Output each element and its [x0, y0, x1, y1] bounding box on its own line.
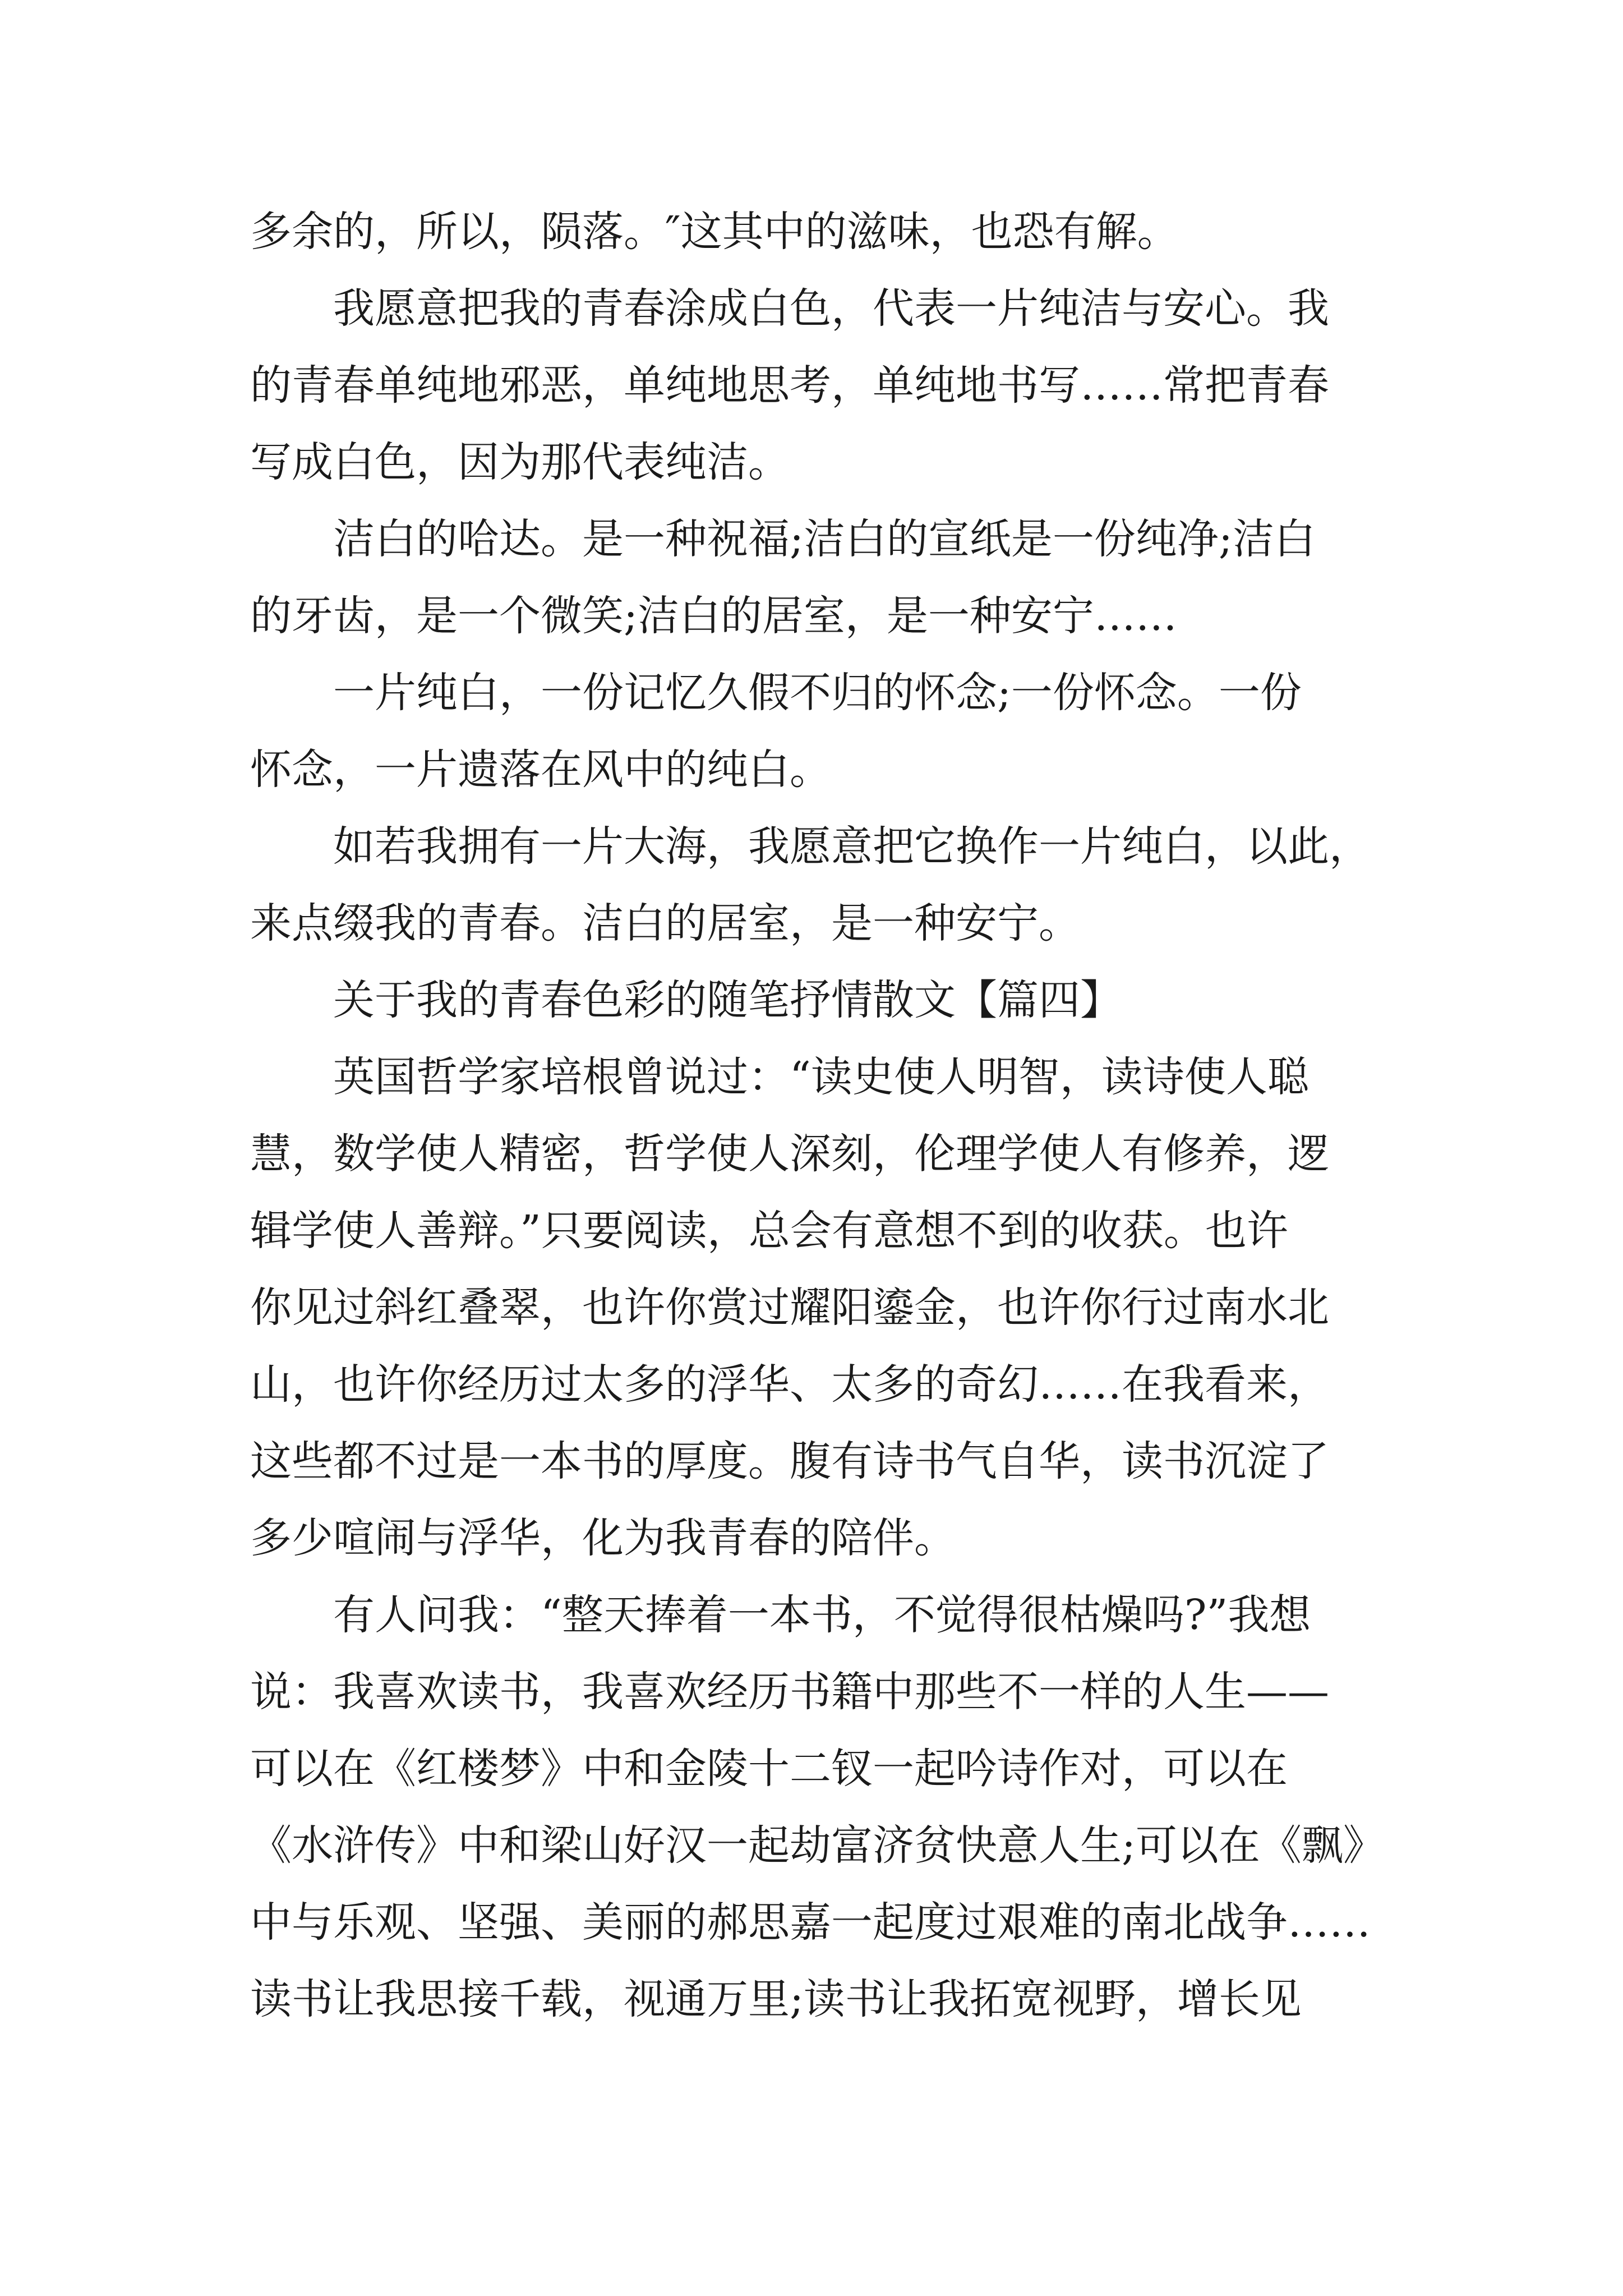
text-line: 中与乐观、坚强、美丽的郝思嘉一起度过艰难的南北战争…… — [250, 1898, 1371, 1947]
paragraph — [250, 1039, 1389, 1577]
text-line: 辑学使人善辩。”只要阅读，总会有意想不到的收获。也许 — [250, 1207, 1288, 1255]
text-line: 洁白的哈达。是一种祝福;洁白的宣纸是一份纯净;洁白 — [333, 515, 1316, 563]
text-line: 怀念，一片遗落在风中的纯白。 — [250, 746, 831, 794]
text-line: 这些都不过是一本书的厚度。腹有诗书气自华，读书沉淀了 — [250, 1437, 1329, 1485]
text-line: 说：我喜欢读书，我喜欢经历书籍中那些不一样的人生—— — [250, 1668, 1329, 1716]
text-line: 读书让我思接千载，视通万里;读书让我拓宽视野，增长见 — [250, 1975, 1302, 2023]
paragraph — [250, 655, 1389, 808]
text-line: 的牙齿，是一个微笑;洁白的居室，是一种安宁…… — [250, 592, 1177, 640]
text-line: 慧，数学使人精密，哲学使人深刻，伦理学使人有修养，逻 — [250, 1130, 1329, 1178]
text-line: 英国哲学家培根曾说过：“读史使人明智，读诗使人聪 — [333, 1053, 1309, 1101]
paragraph — [250, 501, 1389, 655]
paragraph — [250, 194, 1389, 270]
text-line: 来点缀我的青春。洁白的居室，是一种安宁。 — [250, 899, 1080, 947]
paragraph — [250, 962, 1389, 1039]
paragraph — [250, 1577, 1389, 2038]
text-line: 关于我的青春色彩的随笔抒情散文【篇四】 — [333, 976, 1122, 1024]
text-line: 多少喧闹与浮华，化为我青春的陪伴。 — [250, 1514, 956, 1562]
text-line: 我愿意把我的青春涂成白色，代表一片纯洁与安心。我 — [333, 284, 1329, 333]
document-body — [250, 194, 1389, 2038]
text-line: 《水浒传》中和梁山好汉一起劫富济贫快意人生;可以在《飘》 — [250, 1821, 1385, 1870]
text-line: 有人问我：“整天捧着一本书，不觉得很枯燥吗?”我想 — [333, 1591, 1311, 1639]
text-line: 的青春单纯地邪恶，单纯地思考，单纯地书写……常把青春 — [250, 361, 1329, 409]
text-line: 你见过斜红叠翠，也许你赏过耀阳鎏金，也许你行过南水北 — [250, 1283, 1329, 1332]
text-line: 多余的，所以，陨落。″这其中的滋味，也恐有解。 — [250, 208, 1179, 256]
text-line: 可以在《红楼梦》中和金陵十二钗一起吟诗作对，可以在 — [250, 1745, 1288, 1793]
text-line: 如若我拥有一片大海，我愿意把它换作一片纯白，以此， — [333, 822, 1371, 871]
text-line: 山，也许你经历过太多的浮华、太多的奇幻……在我看来， — [250, 1360, 1329, 1409]
paragraph — [250, 270, 1389, 501]
text-line: 写成白色，因为那代表纯洁。 — [250, 438, 790, 486]
paragraph — [250, 808, 1389, 962]
text-line: 一片纯白，一份记忆久假不归的怀念;一份怀念。一份 — [333, 669, 1302, 717]
